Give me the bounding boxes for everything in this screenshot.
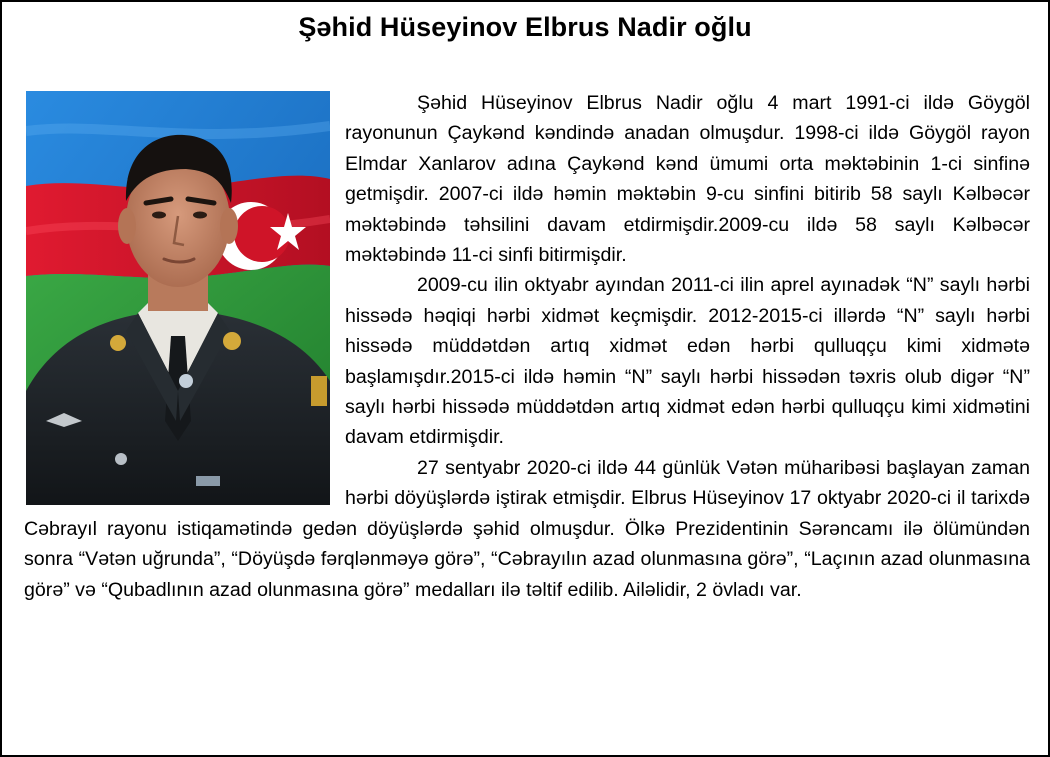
biography-body xyxy=(24,88,1030,605)
page-title: Şəhid Hüseyinov Elbrus Nadir oğlu xyxy=(298,12,752,42)
paragraph-2: 2009-cu ilin oktyabr ayından 2011-ci ilin aprel ayınadək “N” saylı hərbi hissədə həqiqi hərbi xidmət keçmişdir. 2012-2015-ci illərdə “N” saylı hərbi hissədə müddətdən artıq xidmət edən hərbi qulluqçu kimi xidmətə başlamışdır.2015-ci ildə həmin “N” saylı hərbi hissədən təxris olub digər “N” saylı hərbi hissədə müddətdən artıq xidmət edən hərbi qulluqçu kimi xidmətini davam etdirmişdir. xyxy=(345,274,1030,449)
paragraph-1: Şəhid Hüseyinov Elbrus Nadir oğlu 4 mart 1991-ci ildə Göygöl rayonunun Çaykənd kəndində anadan olmuşdur. 1998-ci ildə Göygöl rayon Elmdar Xanlarov adına Çaykənd kənd ümumi orta məktəbinin 1-ci sinfinə getmişdir. 2007-ci ildə həmin məktəbin 9-cu sinfini bitirib 58 saylı Kəlbəcər məktəbində təhsilini davam etdirmişdir.2009-cu ildə 58 saylı Kəlbəcər məktəbində 11-ci sinfi bitirmişdir. xyxy=(345,92,1030,267)
portrait-photo xyxy=(26,91,330,505)
paragraph-3: 27 sentyabr 2020-ci ildə 44 günlük Vətən müharibəsi başlayan zaman hərbi döyüşlərdə iştirak etmişdir. Elbrus Hüseyinov 17 oktyabr 2020-ci il tarixdə Cəbrayıl rayonu istiqamətində gedən döyüşlərdə şəhid olmuşdur. Ölkə Prezidentinin Sərəncamı ilə ölümündən sonra “Vətən uğrunda”, “Döyüşdə fərqlənməyə görə”, “Cəbrayılın azad olunmasına görə”, “Laçının azad olunmasına görə” və “Qubadlının azad olunmasına görə” medalları ilə təltif edilib. Ailəlidir, 2 övladı var. xyxy=(24,456,1030,601)
